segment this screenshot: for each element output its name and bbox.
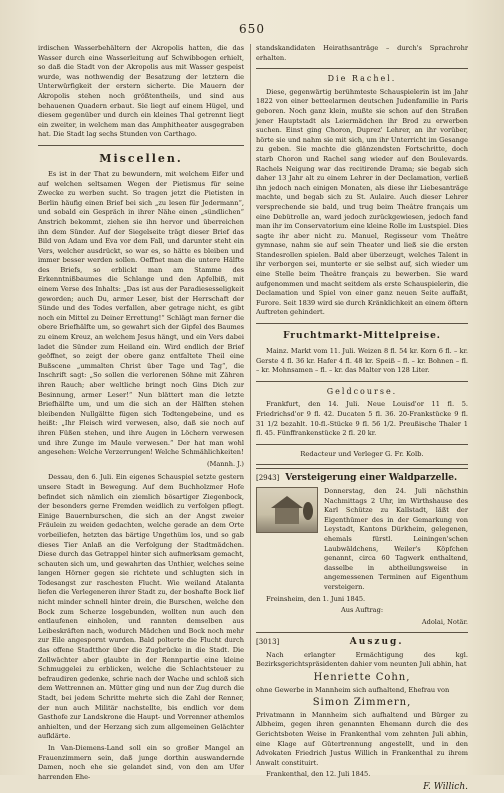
notary-signature: Adolai, Notär. bbox=[421, 617, 468, 626]
akropolis-paragraph: irdischen Wasserbehältern der Akropolis hatten, die das Wasser durch eine Wasserleitung auf Schwibbogen erhielt, so daß die Stadt von der Akropolis aus mit Wasser gespeist wurde, was nothwendig der Besatzung der letztern die Unterwürfigkeit der erstern sicherte. Die Mauern der Akropolis stehen noch größtentheils, und sind aus behauenen Quadern erbaut. Sie liegt auf einem Hügel, und diesem gegenüber und durch ein kleines Thal getrennt liegt ein zweiter, in welchem man das Amphitheater ausgegraben hat. Die Stadt lag sechs Stunden von Carthago. bbox=[38, 44, 244, 139]
dessau-paragraph: Dessau, den 6. Juli. Ein eigenes Schauspiel setzte gestern unsere Stadt in Bewegung. Auf dem Buchholzmer Hofe befindet sich nämlich ein ziemlich bösartiger Ziegenbock, der besonders gerne Fremden weidlich zu verfolgen pflegt. Einige Bauernburschen, die sich an der Angst zweier Fräulein zu weiden gedachten, welche gerade an dem Orte vorbeiliefen, hetzten das bärtige Ungethüm los, und so gab dieses Tier Anlaß an die Verfolgung der Stadtmädchen. Diese durch das Getrappel hinter sich aufmerksam gemacht, schauten sich um, und gewahrten das Unthier, welches seine langen Hörner gegen sie richtete und schlugten sich in Todesangst zur raschesten Flucht. Wie weiland Atalanta liefen die Verlegeneren ihrer Stadt zu, der boshafte Bock lief nicht minder schnell hinter drein, die Burschen, welche den Bock zum Scherze losgebunden, wollten nun auch den entlaufenen einholen, und rannten demselben aus Leibeskräften nach, wodurch Mädchen und Bock noch mehr zur Eile angespornt wurden. Bald polterte die Flucht durch das offene Stadtthor über die Zugbrücke in die Stadt. Die Zollwächter aber glaubte in der Rennpartie eine kleine Schmuggelei zu erblicken, welche die Schlachtsteuer zu befraudiren gedenke, schrie nach der Wache und schloß sich dem Wettrennen an. Mütter ging und nun der Zug durch die Stadt, bei jedem Schritte mehrte sich die Zahl der Renner, der nun auch Militär nachstellte, bis endlich vor dem Gasthofe zur Landskrone die Haupt- und Vorrenner athemlos anhielten, und der Herzang sich zum allgemeinen Gelächter aufklärte. bbox=[38, 473, 244, 741]
section-rule bbox=[256, 68, 468, 69]
rachel-paragraph: Diese, gegenwärtig berühmteste Schauspielerin ist im Jahr 1822 von einer betteelarmen deutschen Judenfamilie in Paris geboren. Noch ganz klein, mußte sie schon auf den Straßen jener Hauptstadt als Leiermädchen ihr Brod zu erwerben suchen. Einst ging Choron, Duprez' Lehrer, an ihr vorüber, hörte sie und nahm sie mit sich, um ihr Unterricht im Gesange zu geben. Sie machte die glänzendsten Fortschritte, doch starb Choron und Rachel sang wieder auf den Boulevards. Rachels Neigung war das recitirende Drama; sie begab sich daher 13 Jahr alt zu einem Lehrer in der Declamation, verließ ihn jedoch nach einigen Monaten, als diese ihr Liebesanträge machte, und begab sich zu St. Aulaire. Auch dieser Lehrer versprechende sie bald, und trug beim Theâtre français um eine Debütrolle an, ward jedoch zurückgewiesen, jedoch fand man ihr im Conservatorium eine kleine Rolle im Lustspiel. Dies sagte ihr aber nicht zu. Manuel, Regisseur vom Theâtre gymnase, nahm sie auf sein Theater und ließ sie die ersten Standesrollen spielen. Bald aber überzeugt, welches Talent in ihr verborgen sei, munterte er sie selbst auf, sich wieder um eine Stelle beim Theâtre français zu bewerben. Sie ward aufgenommen und macht seitdem als erste Schauspielerin, die Declamation und Spiel von einer ganz neuen Seite auffaßt, Furore. Seit 1839 wird sie durch Kränklichkeit an einem öftern Auftreten gehindert. bbox=[256, 87, 469, 317]
miscellen-heading: Miscellen. bbox=[99, 151, 183, 165]
column-divider bbox=[250, 44, 251, 765]
extract-paragraph: Privatmann in Mannheim sich aufhaltend und Bürger zu Albheim, gegen ihren genannten Ehemann durch die des Gerichtsboten Weise in Frankenthal vom zehnten Juli abhin, eine Klage auf Gütertrennung angestellt, und in den Advokaten Friedrich Justus Willich in Frankenthal zu ihrem Anwalt constituirt. bbox=[256, 710, 468, 767]
auction-order: Aus Auftrag: bbox=[340, 606, 384, 615]
tree-shape bbox=[303, 502, 313, 520]
rachel-heading: Die Rachel. bbox=[327, 74, 397, 84]
extract-paragraph: ohne Gewerbe in Mannheim sich aufhaltend, Ehefrau von bbox=[256, 685, 450, 694]
van-diemens-paragraph: In Van-Diemens-Land soll ein so großer Mangel an Frauenzimmern sein, daß junge dorthin auswandernde Damen, noch ehe sie gelandet sind, von den am Ufer harrenden Ehe- bbox=[38, 743, 244, 781]
money-heading: Geldcourse. bbox=[326, 386, 398, 396]
ad-number: [2943] bbox=[256, 474, 280, 483]
section-rule bbox=[256, 444, 468, 445]
ad-title: Versteigerung einer Waldparzelle. bbox=[285, 473, 458, 484]
ad-title: Auszug. bbox=[349, 637, 404, 648]
section-rule bbox=[256, 323, 468, 324]
person-name: Simon Zimmern, bbox=[312, 697, 412, 709]
auction-paragraph: Donnerstag, den 24. Juli nächsthin Nachmittags 2 Uhr, im Wirthshause des Karl Schütze zu Kallstadt, läßt der Eigenthümer des in der Gemarkung von Leystadt, Kantons Dürkheim, gelegenen, ehemals fürstl. Leiningen'schen Laubwäldchens, Weiler's Köpfchen genannt, circa 60 Tagwerk enthaltend, dasselbe in abtheilungsweise in angemessenen Terminen auf Eigenthum versteigern. bbox=[324, 486, 468, 591]
money-rates: Frankfurt, den 14. Juli. Neue Louisd'or 11 fl. 5. Friedrichsd'or 9 fl. 42. Ducaten 5 fl. 36. 20-Frankstücke 9 fl. 31 1/2 bezahlt. 10-fl.-Stücke 9 fl. 56 1/2. Preußische Thaler 1 fl. 45. Fünffrankenstücke 2 fl. 20 kr. bbox=[256, 400, 468, 438]
auction-place: Freinsheim, den 1. Juni 1845. bbox=[266, 594, 366, 603]
house-roof-shape bbox=[271, 496, 303, 508]
ad-header bbox=[256, 474, 468, 484]
section-rule bbox=[256, 381, 468, 382]
source-citation: (Mannh. J.) bbox=[207, 459, 244, 468]
ad-header bbox=[256, 638, 468, 648]
editor-line: Redacteur und Verleger G. Fr. Kolb. bbox=[300, 449, 424, 458]
page-number: 650 bbox=[239, 22, 265, 36]
person-name: Henriette Cohn, bbox=[313, 672, 411, 684]
right-column bbox=[256, 44, 469, 792]
section-rule bbox=[38, 145, 244, 146]
woodcut-image bbox=[256, 487, 318, 533]
section-rule bbox=[256, 632, 468, 633]
market-heading: Fruchtmarkt-Mittelpreise. bbox=[283, 331, 441, 342]
continuation-paragraph: standskandidaten Heirathsanträge – durch's Sprachrohr erhalten. bbox=[256, 44, 468, 62]
market-prices: Mainz. Markt vom 11. Juli. Weizen 8 fl. 54 kr. Korn 6 fl. – kr. Gerste 4 fl. 36 kr. Hafer 4 fl. 48 kr. Speiß – fl. – kr. Bohnen – fl. – kr. Mohnsamen – fl. – kr. das Malter von 128 Liter. bbox=[256, 347, 468, 375]
house-body-shape bbox=[275, 508, 299, 524]
ad-number: [3013] bbox=[256, 638, 280, 647]
extract-place: Frankenthal, den 12. Juli 1845. bbox=[266, 770, 371, 779]
pietismus-paragraph: Es ist in der That zu bewundern, mit welchem Eifer und auf welchen seltsamen Wegen der Pietismus für seine Zwecke zu werben sucht. So tragen jetzt die Pietisten in Berlin häufig einen Brief bei sich „zu lesen für Jedermann“, und sobald ein Gespräch in ihrer Nähe einen „sündlichen“ Anstrich bekommt, ziehen sie ihn hervor und überreichen ihn dem Sünder. Auf der Siegelseite trägt dieser Brief das Bild von Adam und Eva vor dem Fall, und darunter steht ein Vers, welcher ausdrückt, so war es, so hätte es bleiben und immer besser werden sollen. Oeffnet man die untere Hälfte des Briefs, so erblickt man am Stamme des Erkenntnißbaumes die Schlange und den Apfelbiß, mit einem Verse des Inhalts: „Das ist aus der Paradiesesseligkeit geworden; auch Du, armer Leser, bist der Herrschaft der Sünde und des Todes verfallen, aber getrage nicht, es gibt noch ein Mittel zu Deiner Errettung!“ Schlägt man ferner die obere Briefhälfte um, so gewahrt sich der Gipfel des Baumes zu einem Kreuz, an welchem Jesus hängt, und ein Vers dabei ladet die Sünder zum Heiland ein. Wird endlich der Brief geöffnet, so zeigt der obere ganz entfaltete Theil eine Bußscene „ummalten Christ über Tage und Tag“, die Inschrift sagt: „So sollen die verlorenen Söhne mit Zähren ihren Rauch; aber weltliche bringt noch Gins Dich zur Besinnung, armer Leser!“ Nun blättert man die letzte Briefhälfte um, und um die sich an der Hälften stehen bleibenden Nullgältte fügen sich Todtengebeine, und es heißt: „Ihr Fleisch wird verwesen, also, daß sie noch auf ihren Füßen stehen, und ihre Augen in Löchern verwesen und ihre Zunge im Maule verwesen.“ Der hat man wohl angesehen: Welche Verzerrungen! Welche Schmählichkeiten! bbox=[38, 169, 244, 457]
ad-text bbox=[324, 487, 468, 595]
extract-paragraph: Nach erlangter Ermächtigung des kgl. Bezirksgerichtspräsidenten dahier vom neunten Juli abhin, hat bbox=[256, 650, 468, 669]
ad-body bbox=[256, 487, 468, 595]
double-rule bbox=[256, 464, 468, 469]
left-column bbox=[38, 44, 244, 781]
lawyer-signature: F. Willich. bbox=[423, 782, 468, 792]
